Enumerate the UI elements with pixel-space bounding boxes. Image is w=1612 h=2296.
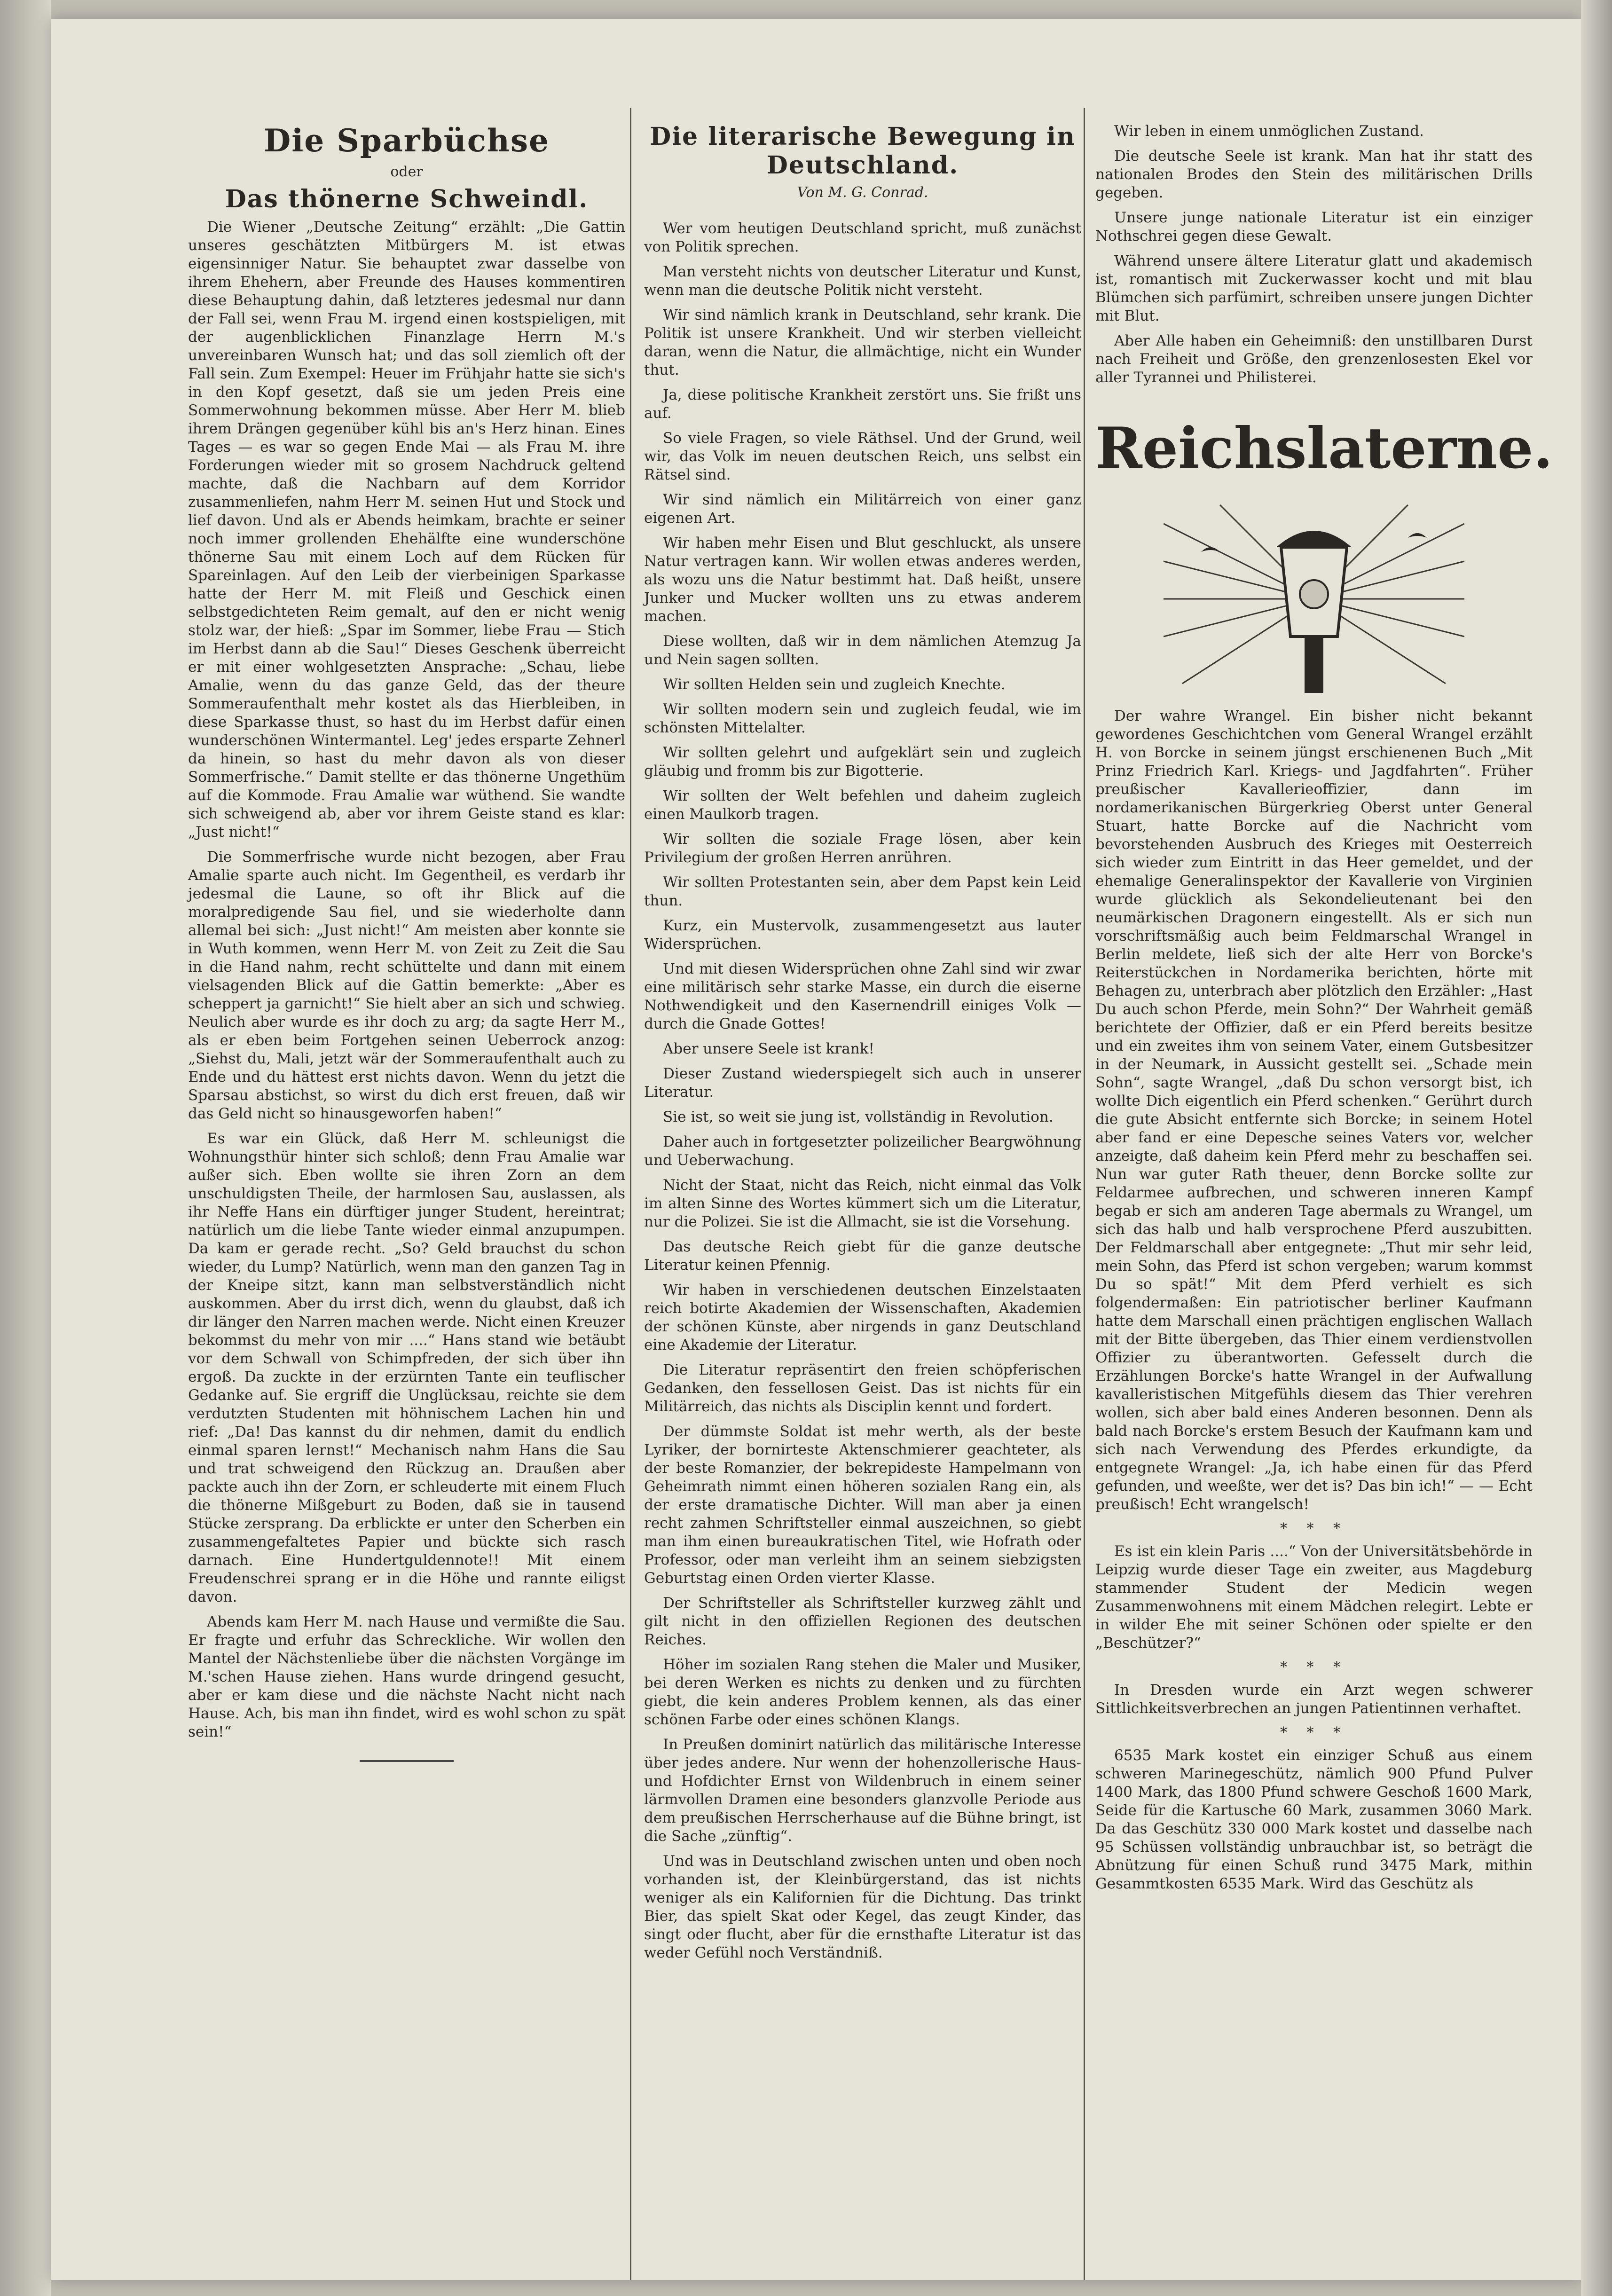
paragraph: Wir haben in verschiedenen deutschen Einzelstaaten reich botirte Akademien der Wissenschaften, Akademien der schönen Künste, aber nirgends in ganz Deutschland eine Akademie der Literatur.	[644, 1282, 1081, 1353]
article-conjunction: oder	[390, 164, 423, 180]
paragraph: Wir sollten Helden sein und zugleich Knechte.	[663, 676, 1006, 693]
paragraph: Während unsere ältere Literatur glatt und akademisch ist, romantisch mit Zuckerwasser kocht und mit blau Blümchen sich parfümirt, schreiben unsere jungen Dichter mit Blut.	[1095, 252, 1533, 324]
section-separator: * * *	[1280, 1724, 1348, 1741]
paragraph: Es war ein Glück, daß Herr M. schleunigst die Wohnungsthür hinter sich schloß; denn Frau Amalie war außer sich. Eben wollte sie ihren Zorn an dem unschuldigsten Theile, der harmlosen Sau, auslassen, als ihr Neffe Hans ein dürftiger junger Student, hereintrat; natürlich um die liebe Tante wieder einmal anzupumpen. Da kam er gerade recht. „So? Geld brauchst du schon wieder, du Lump? Natürlich, wenn man den ganzen Tag in der Kneipe sitzt, kann man selbstverständlich nicht auskommen. Aber du irrst dich, wenn du glaubst, daß ich dir länger den Narren machen werde. Nicht einen Kreuzer bekommst du mehr von mir ....“ Hans stand wie betäubt vor dem Schwall von Schimpfreden, der sich über ihn ergoß. Da zuckte in der erzürnten Tante ein teuflischer Gedanke auf. Sie ergriff die Unglücksau, reichte sie dem verdutzten Studenten mit höhnischem Lachen hin und rief: „Da! Das kannst du dir nehmen, damit du endlich einmal sparen lernst!“ Mechanisch nahm Hans die Sau und trat schweigend den Rückzug an. Draußen aber packte auch ihn der Zorn, er schleuderte mit einem Fluch die thönerne Mißgeburt zu Boden, daß sie in tausend Stücke zersprang. Da erblickte er unter den Scherben ein zusammengefaltetes Papier und bückte sich rasch darnach. Eine Hundertguldennote!! Mit einem Freudenschrei sprang er in die Höhe und rannte eiligst davon.	[188, 1130, 625, 1605]
paragraph: Man versteht nichts von deutscher Literatur und Kunst, wenn man die deutsche Politik nicht versteht.	[644, 263, 1081, 299]
section-separator: * * *	[1280, 1520, 1348, 1537]
paragraph: 6535 Mark kostet ein einziger Schuß aus einem schweren Marinegeschütz, nämlich 900 Pfund Pulver 1400 Mark, das 1800 Pfund schwere Geschoß 1600 Mark, Seide für die Kartusche 60 Mark, zusammen 3060 Mark. Da das Geschütz 330 000 Mark kostet und dasselbe nach 95 Schüssen vollständig unbrauchbar ist, so beträgt die Abnützung für einen Schuß rund 3475 Mark, mithin Gesammtkosten 6535 Mark. Wird das Geschütz als	[1095, 1747, 1533, 1892]
paragraph: Wir leben in einem unmöglichen Zustand.	[1114, 123, 1424, 140]
paragraph: Der wahre Wrangel. Ein bisher nicht bekannt gewordenes Geschichtchen vom General Wrangel erzählt H. von Borcke in seinem jüngst erschienenen Buch „Mit Prinz Friedrich Karl. Kriegs- und Jagdfahrten“. Früher preußischer Kavallerieoffizier, dann im nordamerikanischen Bürgerkrieg Oberst unter General Stuart, hatte Borcke auf die Nachricht vom bevorstehenden Ausbruch des Krieges mit Oesterreich sich wieder zum Eintritt in das Heer gemeldet, und der ehemalige Generalinspektor der Kavallerie von Virginien wurde glücklich als Sekondelieutenant bei den neumärkischen Dragonern eingestellt. Als er sich nun vorschriftsmäßig auch beim Feldmarschal Wrangel in Berlin meldete, ließ sich der alte Herr von Borcke's Reiterstückchen in Nordamerika berichten, hörte mit Behagen zu, unterbrach aber plötzlich den Erzähler: „Hast Du auch schon Pferde, mein Sohn?“ Der Wahrheit gemäß berichtete der Offizier, daß er ein Pferd bereits besitze und ein zweites ihm von seinem Vater, einem Gutsbesitzer in der Neumark, in Aussicht gestellt sei. „Schade mein Sohn“, sagte Wrangel, „daß Du schon versorgt bist, ich wollte Dich eigentlich ein Pferd schenken.“ Gerührt durch die gute Absicht entfernte sich Borcke; in seinem Hotel aber fand er eine Depesche seines Vaters vor, welcher anzeigte, daß daheim kein Pferd mehr zu beschaffen sei. Nun war guter Rath theuer, denn Borcke sollte zur Feldarmee aufbrechen, und schweren inneren Kampf begab er sich am anderen Tage abermals zu Wrangel, um sich das halb und halb versprochene Pferd auszubitten. Der Feldmarschall aber entgegnete: „Thut mir sehr leid, mein Sohn, das Pferd ist schon vergeben; warum kommst Du so spät!“ Mit dem Pferd verhielt es sich folgendermaßen: Ein patriotischer berliner Kaufmann hatte dem Marschall einen prächtigen englischen Wallach mit der Bitte übergeben, das Thier einem verdienstvollen Offizier zu überantworten. Gefesselt durch die Erzählungen Borcke's hatte Wrangel in der Aufwallung kavalleristischen Mitgefühls diesem das Thier verehren wollen, sich aber bald eines Anderen besonnen. Denn als bald nach Borcke's erstem Besuch der Kaufmann kam und sich nach Verwendung des Pferdes erkundigte, da entgegnete Wrangel: „Ja, ich habe einen für das Pferd gefunden, und weeßte, wer det is? Das bin ich!“ — — Echt preußisch! Echt wrangelsch!	[1095, 708, 1533, 1513]
paragraph: Wir sollten gelehrt und aufgeklärt sein und zugleich gläubig und fromm bis zur Bigotterie.	[644, 744, 1081, 779]
paragraph: Höher im sozialen Rang stehen die Maler und Musiker, bei deren Werken es nichts zu denken und zu fürchten giebt, die kein anderes Problem kennen, als das einer schönen Farbe oder eines schönen Klangs.	[644, 1656, 1081, 1728]
article-title: Die Sparbüchse	[263, 122, 550, 159]
paragraph: Aber unsere Seele ist krank!	[663, 1040, 874, 1057]
paragraph: Die Sommerfrische wurde nicht bezogen, aber Frau Amalie sparte auch nicht. Im Gegentheil, es verdarb ihr jedesmal die Laune, so oft ihr Blick auf die moralpredigende Sau fiel, und sie wiederholte dann allemal bei sich: „Just nicht!“ Am meisten aber konnte sie in Wuth kommen, wenn Herr M. von Zeit zu Zeit die Sau in die Hand nahm, recht schüttelte und dann mit einem vielsagenden Blick auf die Gattin bemerkte: „Aber es scheppert ja garnicht!“ Sie hielt aber an sich und schwieg. Neulich aber wurde es ihr doch zu arg; da sagte Herr M., als er eben beim Fortgehen seinen Ueberrock anzog: „Siehst du, Mali, jetzt wär der Sommeraufenthalt auch zu Ende und du hättest erst nichts davon. Wenn du jetzt die Sparsau abstichst, so wirst du dich erst freuen, daß wir das Geld nicht so hinausgeworfen haben!“	[188, 849, 625, 1122]
paragraph: Wir haben mehr Eisen und Blut geschluckt, als unsere Natur vertragen kann. Wir wollen etwas anderes werden, als wozu uns die Natur bestimmt hat. Daß heißt, unsere Junker und Mucker wollten uns zu etwas anderem machen.	[644, 535, 1081, 625]
paragraph: Die Wiener „Deutsche Zeitung“ erzählt: „Die Gattin unseres geschätzten Mitbürgers M. ist etwas eigensinniger Natur. Sie behauptet zwar dasselbe von ihrem Ehehern, aber Freunde des Hauses kommentiren diese Behauptung dahin, daß letzteres jedesmal nur dann der Fall sei, wenn Frau M. irgend einen kostspieligen, mit der augenblicklichen Finanzlage Herrn M.'s unvereinbaren Wunsch hat; und das soll ziemlich oft der Fall sein. Zum Exempel: Heuer im Frühjahr hatte sie sich's in den Kopf gesetzt, daß sie um jeden Preis eine Sommerwohnung bekommen müsse. Aber Herr M. blieb ihrem Drängen gegenüber kühl bis an's Herz hinan. Eines Tages — es war so gegen Ende Mai — als Frau M. ihre Forderungen wieder mit so grosem Nachdruck geltend machte, daß die Nachbarn auf dem Korridor zusammenliefen, nahm Herr M. seinen Hut und Stock und lief davon. Und als er Abends heimkam, brachte er seiner noch immer grollenden Ehehälfte eine wunderschöne thönerne Sau mit einem Loch auf dem Rücken für Spareinlagen. Auf den Leib der vierbeinigen Sparkasse hatte der Herr M. mit Fleiß und Geschick einen selbstgedichteten Reim gemalt, auf den er nicht wenig stolz war, der hieß: „Spar im Sommer, liebe Frau — Stich im Herbst dann ab die Sau!“ Dieses Geschenk überreicht er mit einer wohlgesetzten Ansprache: „Schau, liebe Amalie, wenn du das ganze Geld, das der theure Sommeraufenthalt mehr kostet als das Hierbleiben, in diese Sparkasse thust, so hast du im Herbst dafür einen wunderschönen Wintermantel. Leg' jedes ersparte Zehnerl da hinein, so hast du mehr davon als von dieser Sommerfrische.“ Damit stellte er das thönerne Ungethüm auf die Kommode. Frau Amalie war wüthend. Sie wandte sich schweigend ab, aber vor ihrem Geiste stand es klar: „Just nicht!“	[188, 219, 625, 841]
paragraph: Wir sind nämlich krank in Deutschland, sehr krank. Die Politik ist unsere Krankheit. Und wir sterben vielleicht daran, wenn die Natur, die allmächtige, nicht ein Wunder thut.	[644, 307, 1081, 378]
paragraph: So viele Fragen, so viele Räthsel. Und der Grund, weil wir, das Volk im neuen deutschen Reich, uns selbst ein Rätsel sind.	[644, 430, 1081, 483]
paragraph: Unsere junge nationale Literatur ist ein einziger Nothschrei gegen diese Gewalt.	[1095, 209, 1533, 244]
lantern-vignette-icon	[1164, 495, 1464, 693]
paragraph: Dieser Zustand wiederspiegelt sich auch in unserer Literatur.	[644, 1065, 1081, 1101]
article-byline: Von M. G. Conrad.	[797, 184, 928, 201]
paragraph: Der dümmste Soldat ist mehr werth, als der beste Lyriker, der bornirteste Aktenschmierer geachteter, als der beste Romanzier, der bekrepideste Hampelmann von Geheimrath nimmt einen höheren sozialen Rang ein, als der erste dramatische Dichter. Will man aber ja einen recht zahmen Schriftsteller einmal auszeichnen, so giebt man ihm einen bureaukratischen Titel, wie Hofrath oder Professor, oder man verleiht ihm an seinem siebzigsten Geburtstag einen Orden vierter Klasse.	[644, 1423, 1081, 1587]
column-2	[644, 103, 1081, 1969]
paragraph: Und was in Deutschland zwischen unten und oben noch vorhanden ist, der Kleinbürgerstand, das ist nichts weniger als ein Kalifornien für die Dichtung. Das trinkt Bier, das spielt Skat oder Kegel, das zeugt Kinder, das singt oder flucht, aber für die ernsthafte Literatur ist das weder Gefühl noch Verständniß.	[644, 1853, 1081, 1961]
section-title: Reichslaterne.	[1095, 415, 1553, 481]
paragraph: Sie ist, so weit sie jung ist, vollständig in Revolution.	[663, 1109, 1054, 1125]
book-binding	[0, 0, 51, 2296]
paragraph: Und mit diesen Widersprüchen ohne Zahl sind wir zwar eine militärisch sehr starke Masse, ein durch die eiserne Nothwendigkeit und den Kasernendrill einiges Volk — durch die Gnade Gottes!	[644, 960, 1081, 1032]
article-subtitle: Das thönerne Schweindl.	[225, 185, 589, 213]
paragraph: Die Literatur repräsentirt den freien schöpferischen Gedanken, den fessellosen Geist. Das ist nichts für ein Militärreich, das nichts als Disciplin kennt und fordert.	[644, 1361, 1081, 1415]
paragraph: Die deutsche Seele ist krank. Man hat ihr statt des nationalen Brodes den Stein des militärischen Drills gegeben.	[1095, 148, 1533, 201]
article-title: Die literarische Bewegung in Deutschland.	[650, 122, 1076, 180]
paragraph: Abends kam Herr M. nach Hause und vermißte die Sau. Er fragte und erfuhr das Schreckliche. Wir wollen den Mantel der Nächstenliebe über die nächsten Vorgänge im M.'schen Hause ziehen. Hans wurde dringend gesucht, aber er kam diese und die nächste Nacht nicht nach Hause. Ach, bis man ihn findet, wird es wohl schon zu spät sein!“	[188, 1613, 625, 1740]
paragraph: Aber Alle haben ein Geheimniß: den unstillbaren Durst nach Freiheit und Größe, den grenzenlosesten Ekel vor aller Tyrannei und Philisterei.	[1095, 332, 1533, 386]
column-rule-2	[1084, 108, 1085, 2280]
paragraph: Wer vom heutigen Deutschland spricht, muß zunächst von Politik sprechen.	[644, 220, 1081, 255]
paragraph: Wir sollten Protestanten sein, aber dem Papst kein Leid thun.	[644, 874, 1081, 909]
end-rule	[360, 1760, 454, 1762]
column-rule-1	[630, 108, 631, 2280]
paragraph: In Dresden wurde ein Arzt wegen schwerer Sittlichkeitsverbrechen an jungen Patientinnen verhaftet.	[1095, 1682, 1533, 1717]
section-separator: * * *	[1280, 1659, 1348, 1675]
paragraph: Wir sollten die soziale Frage lösen, aber kein Privilegium der großen Herren anrühren.	[644, 831, 1081, 866]
paragraph: Diese wollten, daß wir in dem nämlichen Atemzug Ja und Nein sagen sollten.	[644, 633, 1081, 668]
column-1	[188, 103, 625, 1781]
paragraph: Es ist ein klein Paris ....“ Von der Universitätsbehörde in Leipzig wurde dieser Tage ein zweiter, aus Magdeburg stammender Student der Medicin wegen Zusammenwohnens mit einem Mädchen relegirt. Lebte er in wilder Ehe mit seiner Schönen oder spielte er den „Beschützer?“	[1095, 1543, 1533, 1651]
column-3	[1095, 103, 1553, 1900]
paragraph: Ja, diese politische Krankheit zerstört uns. Sie frißt uns auf.	[644, 386, 1081, 422]
paragraph: Das deutsche Reich giebt für die ganze deutsche Literatur keinen Pfennig.	[644, 1238, 1081, 1274]
paragraph: Kurz, ein Mustervolk, zusammengesetzt aus lauter Widersprüchen.	[644, 917, 1081, 952]
paragraph: In Preußen dominirt natürlich das militärische Interesse über jedes andere. Nur wenn der hohenzollerische Haus- und Hofdichter Ernst von Wildenbruch in einem seiner lärmvollen Dramen eine besonders glanzvolle Periode aus dem preußischen Herrscherhause auf die Bühne bringt, ist die Sache „zünftig“.	[644, 1736, 1081, 1845]
paragraph: Daher auch in fortgesetzter polizeilicher Beargwöhnung und Ueberwachung.	[644, 1133, 1081, 1169]
paragraph: Nicht der Staat, nicht das Reich, nicht einmal das Volk im alten Sinne des Wortes kümmert sich um die Literatur, nur die Polizei. Sie ist die Allmacht, sie ist die Vorsehung.	[644, 1177, 1081, 1230]
paragraph: Wir sollten der Welt befehlen und daheim zugleich einen Maulkorb tragen.	[644, 787, 1081, 823]
paragraph: Wir sollten modern sein und zugleich feudal, wie im schönsten Mittelalter.	[644, 701, 1081, 736]
page-edge	[1581, 0, 1612, 2296]
paragraph: Der Schriftsteller als Schriftsteller kurzweg zählt und gilt nicht in den offiziellen Regionen des deutschen Reiches.	[644, 1595, 1081, 1648]
paragraph: Wir sind nämlich ein Militärreich von einer ganz eigenen Art.	[644, 491, 1081, 527]
